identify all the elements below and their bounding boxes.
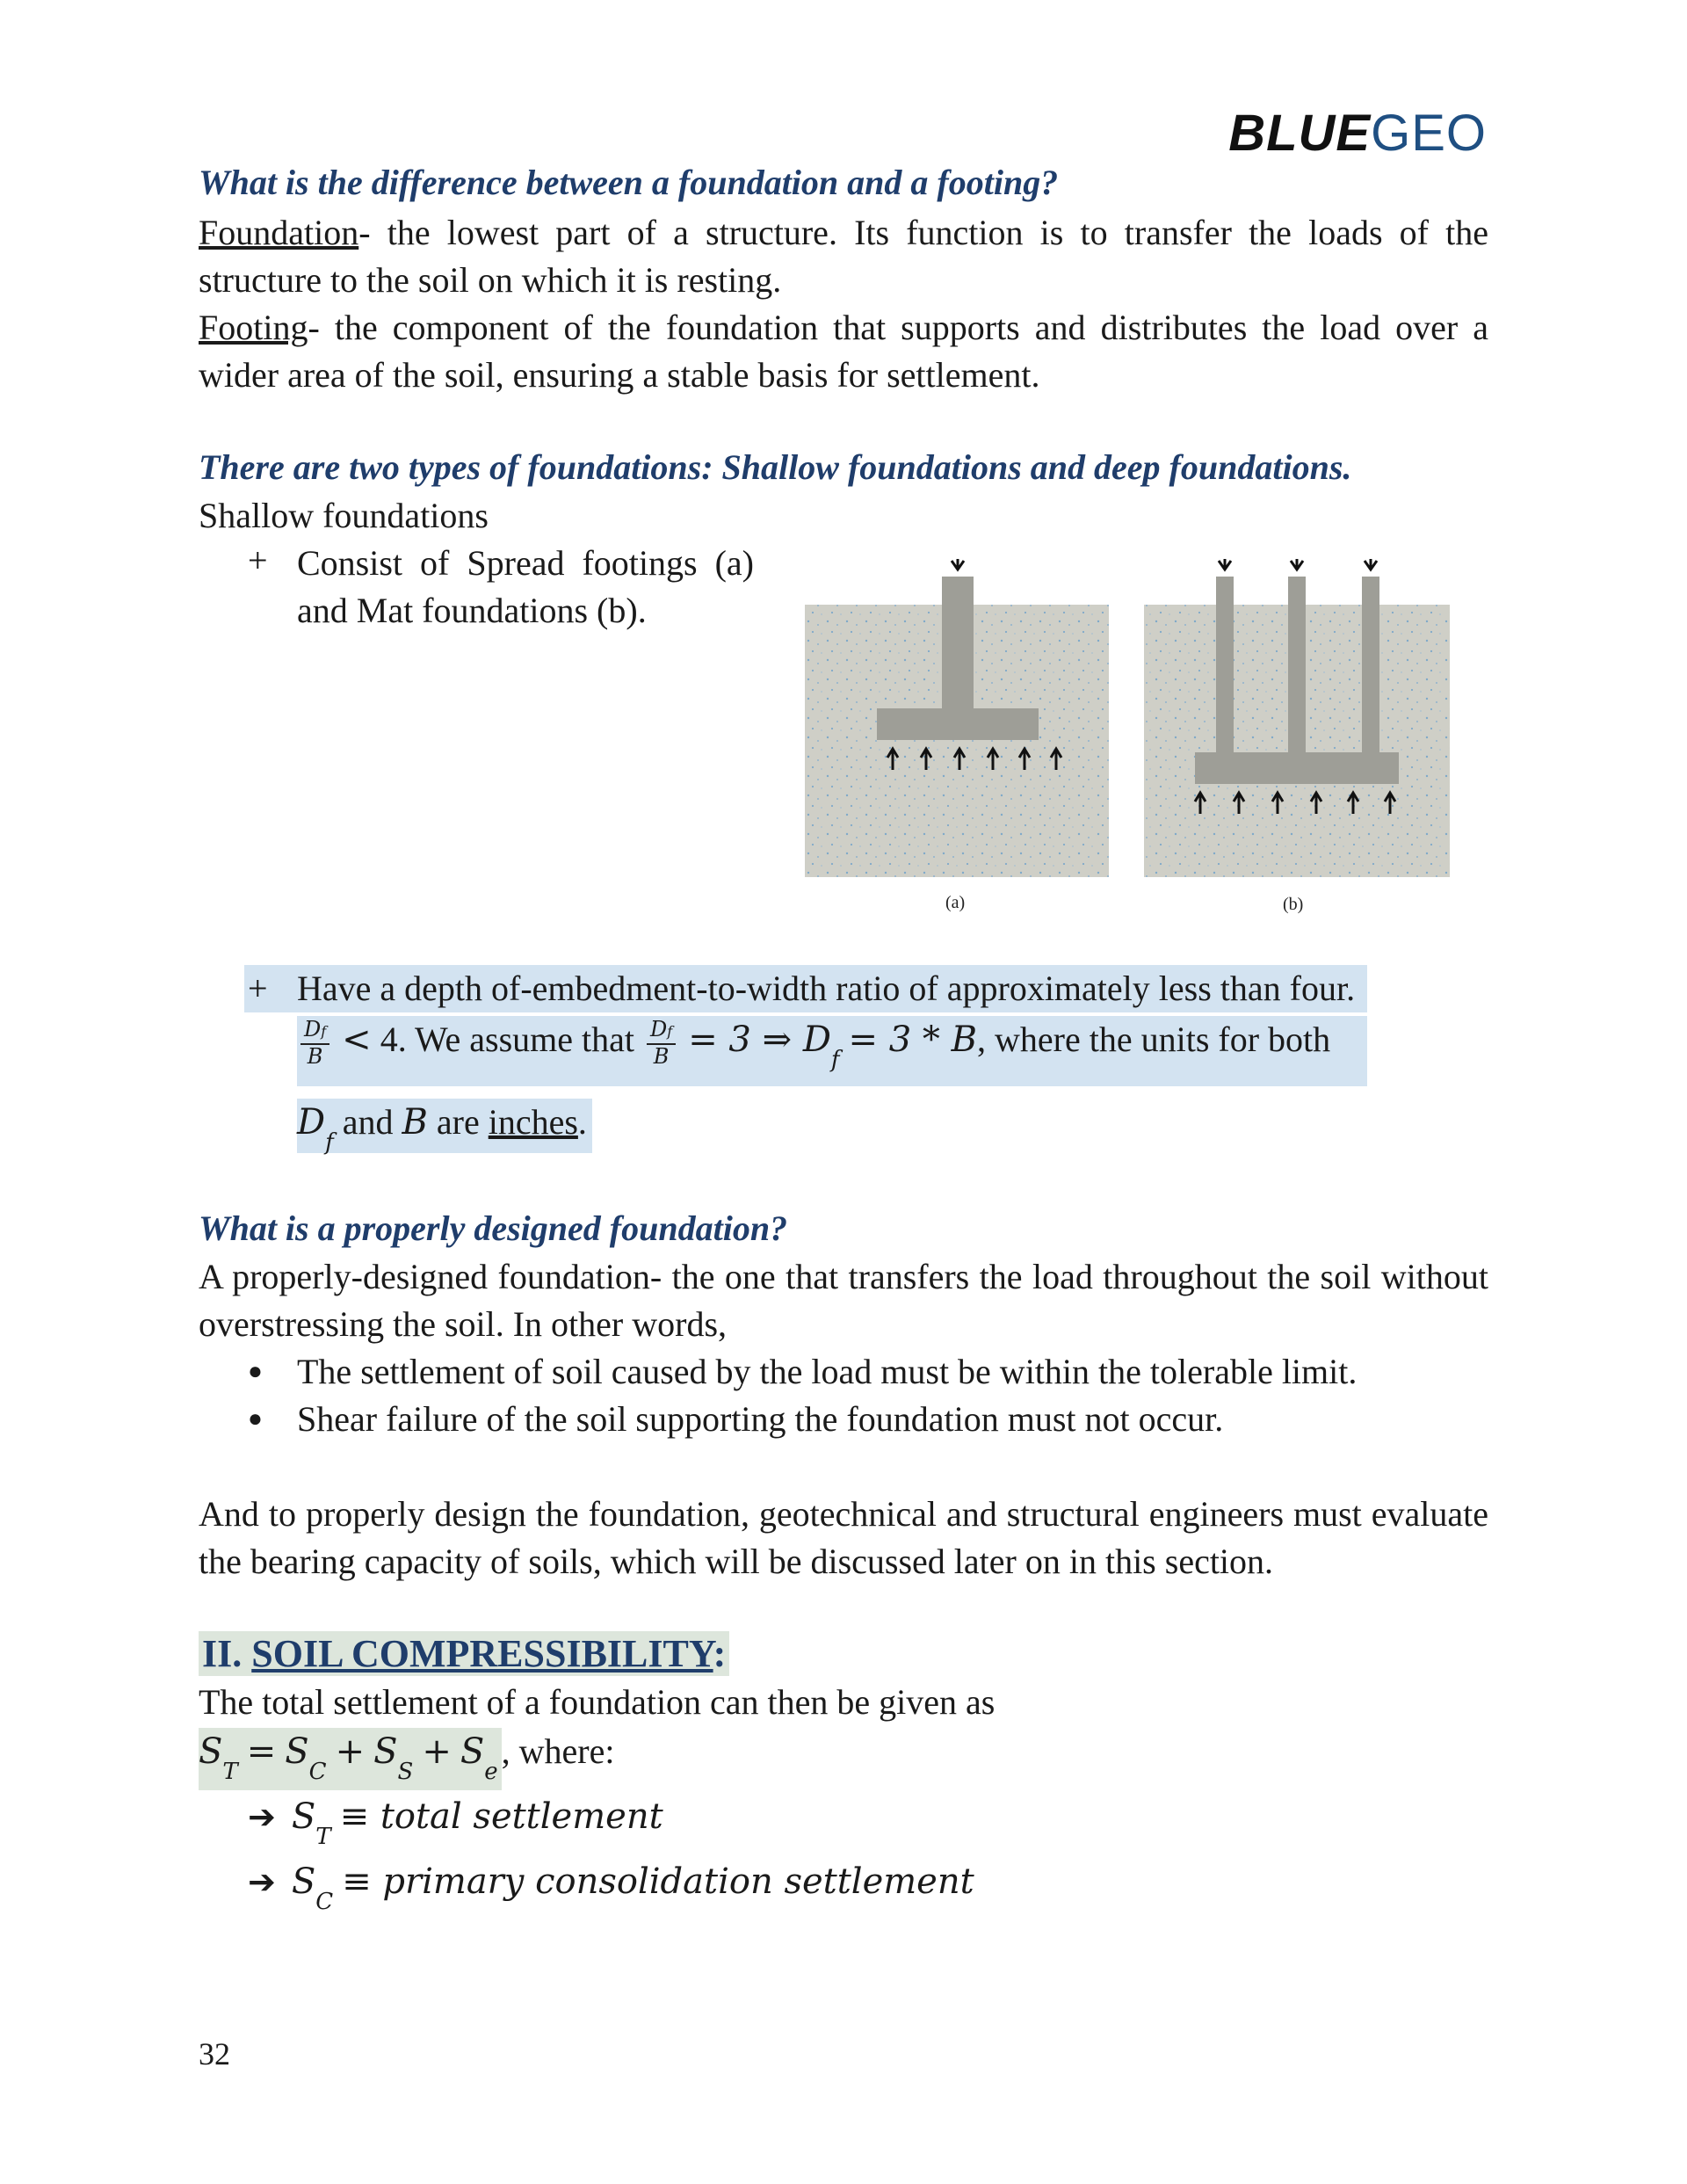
bullet-settlement-limit: The settlement of soil caused by the load must be within the tolerable limit. xyxy=(297,1352,1358,1391)
definition-primary-consolidation: ➔ $S_C$ ≡ primary consolidation settlement xyxy=(248,1861,974,1915)
footing-term: Footing xyxy=(199,308,308,347)
units-line: $D_f$ and B are inches. xyxy=(297,1099,592,1153)
plus-bullet-icon: + xyxy=(248,541,268,580)
settlement-intro: The total settlement of a foundation can then be given as xyxy=(199,1682,996,1722)
bullet-shear-failure: Shear failure of the soil supporting the foundation must not occur. xyxy=(297,1399,1224,1439)
inches-unit: inches xyxy=(488,1102,578,1142)
foundation-definition: Foundation- the lowest part of a structure. Its function is to transfer the loads of the structure to the soil on which it is resting. xyxy=(199,213,1488,300)
properly-designed-definition: A properly-designed foundation- the one that transfers the load throughout the soil without overstressing the soil. In other words, xyxy=(199,1257,1488,1344)
load-arrows-b xyxy=(1219,559,1377,570)
bullet-dot-icon: ● xyxy=(248,1358,263,1385)
footing-definition: Footing- the component of the foundation that supports and distributes the load over a wider area of the soil, ensuring a stable basis for settlement. xyxy=(199,308,1488,395)
definition-total-settlement: ➔ $S_T$ ≡ total settlement xyxy=(248,1796,663,1850)
fraction-df-over-b-2: $\frac{Df}{B}$ xyxy=(647,1018,676,1068)
bluegeo-logo: BLUEGEO xyxy=(1228,105,1487,162)
bullet-embedment-ratio: Have a depth of-embedment-to-width ratio of approximately less than four. xyxy=(297,965,1367,1012)
load-arrow-a xyxy=(952,559,964,570)
plus-bullet-icon-2: + xyxy=(244,965,297,1012)
caption-a: (a) xyxy=(945,893,966,912)
foundation-term: Foundation xyxy=(199,213,359,252)
mat-b xyxy=(1195,752,1399,784)
bullet-dot-icon-2: ● xyxy=(248,1405,263,1433)
foundation-diagram xyxy=(805,559,1455,919)
column-b1 xyxy=(1216,577,1234,752)
total-settlement-equation: $S_T = S_C + S_S + S_e$, where: xyxy=(199,1728,614,1791)
bullet-spread-mat: Consist of Spread footings (a) and Mat foundations (b). xyxy=(297,543,754,630)
heading-properly-designed: What is a properly designed foundation? xyxy=(199,1208,788,1248)
shallow-foundations-label: Shallow foundations xyxy=(199,496,489,535)
ratio-equation-line: $\frac{Df}{B}$ < 4. We assume that $\frac{Df}{B}$ = 3 ⇒ $D_f = 3 * B$, where the units for both xyxy=(297,1016,1367,1086)
bearing-capacity-paragraph: And to properly design the foundation, geotechnical and structural engineers must evaluate the bearing capacity of soils, which will be discussed later on in this section. xyxy=(199,1494,1488,1581)
heading-foundation-vs-footing: What is the difference between a foundation and a footing? xyxy=(199,163,1059,202)
column-b3 xyxy=(1362,577,1379,752)
section-title-soil-compressibility: II. SOIL COMPRESSIBILITY: xyxy=(199,1631,729,1676)
footing-a xyxy=(877,708,1039,740)
column-a xyxy=(942,577,974,708)
arrow-icon: ➔ xyxy=(248,1797,276,1836)
heading-foundation-types: There are two types of foundations: Shallow foundations and deep foundations. xyxy=(199,447,1352,487)
foundation-figure xyxy=(805,559,1455,919)
fraction-df-over-b: $\frac{Df}{B}$ xyxy=(300,1018,329,1068)
arrow-icon-2: ➔ xyxy=(248,1862,276,1901)
column-b2 xyxy=(1288,577,1306,752)
caption-b: (b) xyxy=(1283,895,1304,914)
page-number: 32 xyxy=(199,2036,230,2072)
